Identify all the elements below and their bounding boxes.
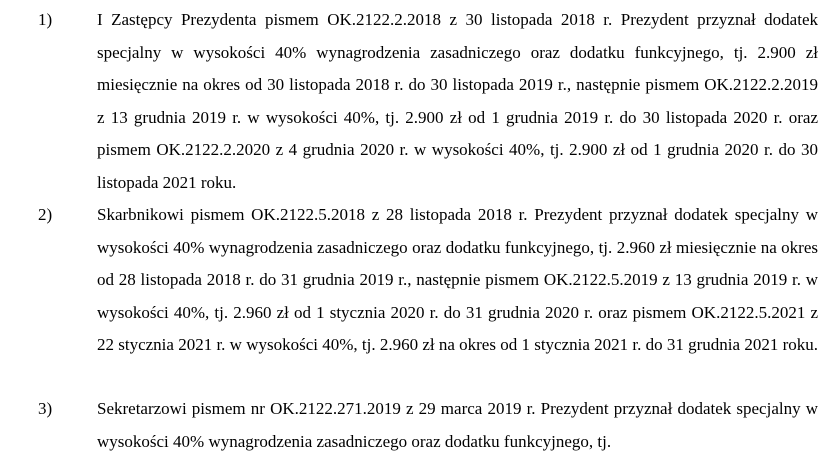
list-item-text: I Zastępcy Prezydenta pismem OK.2122.2.2018 z 30 listopada 2018 r. Prezydent przyznał dodatek specjalny w wysokości 40% wynagrodzenia zasadniczego oraz dodatku funkcyjnego, tj. 2.900 zł miesięcznie na okres od 30 listopada 2018 r. do 30 listopada 2019 r., następnie pismem OK.2122.2.2019 z 13 grudnia 2019 r. w wysokości 40%, tj. 2.900 zł od 1 grudnia 2019 r. do 30 listopada 2020 r. oraz pismem OK.2122.2.2020 z 4 grudnia 2020 r. w wysokości 40%, tj. 2.900 zł od 1 grudnia 2020 r. do 30 listopada 2021 roku. bbox=[97, 10, 818, 192]
list-item-text: Sekretarzowi pismem nr OK.2122.271.2019 z 29 marca 2019 r. Prezydent przyznał dodatek specjalny w wysokości 40% wynagrodzenia zasadniczego oraz dodatku funkcyjnego, tj. bbox=[97, 399, 818, 451]
list-item-number: 3) bbox=[38, 399, 53, 418]
list-item-text: Skarbnikowi pismem OK.2122.5.2018 z 28 listopada 2018 r. Prezydent przyznał dodatek specjalny w wysokości 40% wynagrodzenia zasadniczego oraz dodatku funkcyjnego, tj. 2.960 zł miesięcznie na okres od 28 listopada 2018 r. do 31 grudnia 2019 r., następnie pismem OK.2122.5.2019 z 13 grudnia 2019 r. w wysokości 40%, tj. 2.960 zł od 1 stycznia 2020 r. do 31 grudnia 2020 r. oraz pismem OK.2122.5.2021 z 22 stycznia 2021 r. w wysokości 40%, tj. 2.960 zł na okres od 1 stycznia 2021 r. do 31 grudnia 2021 roku. bbox=[97, 205, 818, 354]
list-item-number: 1) bbox=[38, 10, 53, 29]
list-item-number: 2) bbox=[38, 205, 53, 224]
